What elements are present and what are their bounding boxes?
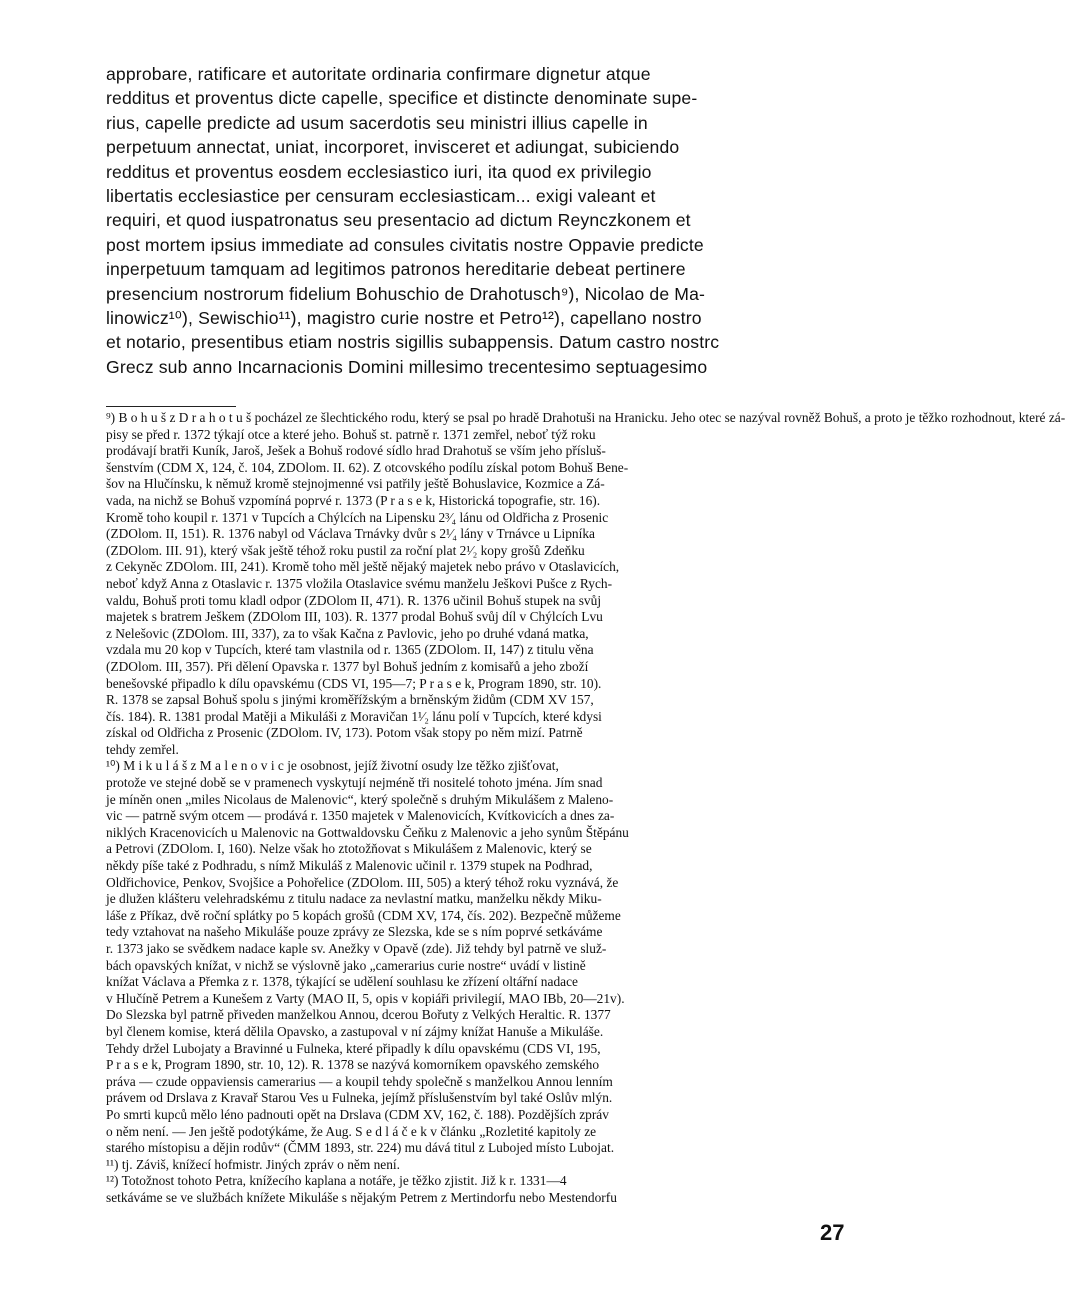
footnote-line: bách opavských knížat, v nichž se výslovně jako „camerarius curie nostre“ uvádí v listině [106, 957, 586, 973]
footnote-line: šov na Hlučínsku, k němuž kromě stejnojmenné vsi patřily ještě Bohuslavice, Kozmice a Zá- [106, 476, 605, 492]
footnote-line: setkáváme se ve službách knížete Mikuláše s nějakým Petrem z Mertindorfu nebo Mestendorfu [106, 1189, 617, 1205]
footnote-line: je dlužen klášteru velehradskému z titulu nadace za nevlastní matku, manželku někdy Miku- [106, 891, 602, 907]
charter-latin-text [106, 62, 854, 379]
footnote-line: a Petrovi (ZDOlom. I, 160). Nelze však ho ztotožňovat s Mikulášem z Malenovic, který se [106, 841, 592, 857]
footnote-line: Do Slezska byl patrně přiveden manželkou Annou, dcerou Bořuty z Velkých Heraltic. R. 1377 [106, 1007, 611, 1023]
text-line: perpetuum annectat, uniat, incorporet, invisceret et adiungat, subiciendo [106, 137, 680, 158]
footnote-line: šenstvím (CDM X, 124, č. 104, ZDOlom. II. 62). Z otcovského podílu získal potom Bohuš Bene- [106, 459, 629, 475]
text-line: et notario, presentibus etiam nostris sigillis subappensis. Datum castro nostrc [106, 332, 720, 353]
footnote-line: (ZDOlom. III. 91), který však ještě téhož roku pustil za roční plat 2¹⁄₂ kopy grošů Zdeňku [106, 542, 585, 558]
footnote-line: starého místopisu a dějin rodův“ (ČMM 1893, str. 224) mu dává titul z Lubojed místo Lubojat. [106, 1140, 615, 1156]
footnote-line: vada, na nichž se Bohuš vzpomíná poprvé r. 1373 (P r a s e k, Historická topografie, str. 16). [106, 492, 601, 508]
footnote-line: tehdy zemřel. [106, 741, 179, 757]
footnote-separator [106, 406, 236, 407]
footnote-line: pisy se před r. 1372 týkají otce a které jeho. Bohuš st. patrně r. 1371 zemřel, neboť týž roku [106, 426, 596, 442]
page-number: 27 [820, 1220, 845, 1245]
footnote-line: tedy vztahovat na našeho Mikuláše pouze zprávy ze Slezska, kde se s ním poprvé setkáváme [106, 924, 603, 940]
footnote-line: Po smrti kupců mělo léno padnouti opět na Drslava (CDM XV, 162, č. 188). Pozdějších zpráv [106, 1106, 609, 1122]
footnote-line: ¹⁰) M i k u l á š z M a l e n o v i c je osobnost, jejíž životní osudy lze těžko zjišťovat, [106, 758, 559, 774]
footnote-line: právem od Drslava z Kravař Starou Ves u Fulneka, jejímž příslušenstvím byl také Oslův mlýn. [106, 1090, 613, 1106]
footnote-line: práva — czude oppaviensis camerarius — a koupil tehdy společně s manželkou Annou lenním [106, 1073, 613, 1089]
footnote-line: knížat Václava a Přemka z r. 1378, týkající se udělení souhlasu ke zřízení oltářní nadace [106, 974, 578, 990]
footnote-line: z Nelešovic (ZDOlom. III, 337), za to však Kačna z Pavlovic, jeho po druhé vdaná matka, [106, 625, 589, 641]
footnote-line: valdu, Bohuš proti tomu kladl odpor (ZDOlom II, 471). R. 1376 učinil Bohuš stupek na svůj [106, 592, 602, 608]
footnote-line: je míněn onen „miles Nicolaus de Malenovic“, který společně s druhým Mikulášem z Maleno- [106, 791, 614, 807]
text-line: redditus et proventus dicte capelle, specifice et distincte denominate supe- [106, 88, 698, 109]
footnote-line: ⁹) B o h u š z D r a h o t u š pocházel ze šlechtického rodu, který se psal po hradě Drahotuši na Hranicku. Jeho otec se nazýval rovněž Bohuš, a proto je těžko rozhodnout, které zá- [106, 410, 1065, 425]
footnote-line: majetek s bratrem Ješkem (ZDOlom III, 103). R. 1377 prodal Bohuš svůj díl v Chýlcích Lvu [106, 609, 603, 625]
footnotes [106, 410, 1065, 1207]
text-line: redditus et proventus eosdem ecclesiastico iuri, ita quod ex privilegio [106, 161, 652, 182]
footnote-line: P r a s e k, Program 1890, str. 10, 12). R. 1378 se nazývá komorníkem opavského zemského [106, 1057, 600, 1073]
footnote-line: benešovské připadlo k dílu opavskému (CDS VI, 195—7; P r a s e k, Program 1890, str. 10). [106, 675, 602, 691]
footnote-line: někdy píše také z Podhradu, s nímž Mikuláš z Malenovic učinil r. 1379 stupek na Podhrad, [106, 858, 593, 874]
footnote-line: neboť když Anna z Otaslavic r. 1375 vložila Otaslavice svému manželu Ješkovi Pušce z Rych- [106, 575, 613, 591]
footnote-line: vic — patrně svým otcem — prodává r. 1350 majetek v Malenovicích, Kvítkovicích a dnes za- [106, 808, 615, 824]
footnote-line: ¹²) Totožnost tohoto Petra, knížecího kaplana a notáře, je těžko zjistit. Již k r. 1331—4 [106, 1173, 567, 1189]
footnote-line: (ZDOlom. II, 151). R. 1376 nabyl od Václava Trnávky dvůr s 2¹⁄₄ lány v Trnávce u Lipníka [106, 526, 595, 542]
footnote-line: o něm není. — Jen ještě podotýkáme, že Aug. S e d l á č e k v článku „Rozletité kapitoly ze [106, 1123, 597, 1139]
footnote-line: Kromě toho koupil r. 1371 v Tupcích a Chýlcích na Lipensku 2³⁄₄ lánu od Oldřicha z Prosenic [106, 509, 609, 525]
footnote-line: prodávají bratři Kuník, Jaroš, Ješek a Bohuš rodové sídlo hrad Drahotuš se vším jeho přísluš- [106, 443, 606, 459]
text-line: linowicz¹⁰), Sewischio¹¹), magistro curie nostre et Petro¹²), capellano nostro [106, 308, 702, 329]
footnote-line: z Cekyněc ZDOlom. III, 241). Kromě toho měl ještě nějaký majetek nebo právo v Otaslavicích, [106, 559, 620, 575]
text-line: Grecz sub anno Incarnacionis Domini millesimo trecentesimo septuagesimo [106, 356, 708, 377]
footnote-line: čís. 184). R. 1381 prodal Matěji a Mikuláši z Moravičan 1¹⁄₂ lánu polí v Tupcích, které kdysi [106, 708, 602, 724]
footnote-line: láše z Příkaz, dvě roční splátky po 5 kopách grošů (CDM XV, 174, čís. 202). Bezpečně můžeme [106, 907, 621, 923]
footnote-line: v Hlučíně Petrem a Kunešem z Varty (MAO II, 5, opis v kopiáři privilegií, MAO IBb, 20—21v). [106, 990, 625, 1006]
footnote-line: r. 1373 jako se svědkem nadace kaple sv. Anežky v Opavě (zde). Již tehdy byl patrně ve služ- [106, 941, 607, 956]
text-line: approbare, ratificare et autoritate ordinaria confirmare dignetur atque [106, 64, 651, 84]
footnote-line: vzdala mu 20 kop v Tupcích, které tam vlastnila od r. 1365 (ZDOlom. II, 147) z titulu věna [106, 642, 594, 658]
text-line: requiri, et quod iuspatronatus seu presentacio ad dictum Reynczkonem et [106, 210, 691, 231]
footnote-line: ¹¹) tj. Záviš, knížecí hofmistr. Jiných zpráv o něm není. [106, 1156, 400, 1172]
footnote-line: Oldřichovice, Penkov, Svojšice a Pohořelice (ZDOlom. III, 505) a který téhož roku vyznává, že [106, 874, 619, 890]
text-line: post mortem ipsius immediate ad consules civitatis nostre Oppavie predicte [106, 234, 704, 255]
footnote-line: protože ve stejné době se v pramenech vyskytují nejméně tři nositelé tohoto jména. Jím snad [106, 775, 603, 791]
text-line: libertatis ecclesiastice per censuram ecclesiasticam... exigi valeant et [106, 186, 656, 207]
text-line: inperpetuum tamquam ad legitimos patronos hereditarie debeat pertinere [106, 259, 686, 280]
footnote-line: byl členem komise, která dělila Opavsko, a zastupoval v ní zájmy knížat Hanuše a Mikuláše. [106, 1023, 604, 1039]
text-line: presencium nostrorum fidelium Bohuschio de Drahotusch⁹), Nicolao de Ma- [106, 283, 706, 304]
footnote-line: získal od Oldřicha z Prosenic (ZDOlom. IV, 173). Potom však stopy po něm mizí. Patrně [106, 725, 583, 741]
footnote-line: niklých Kracenovicích u Malenovic na Gottwaldovsku Čeňku z Malenovic a jeho synům Štěpánu [106, 824, 629, 840]
footnote-line: (ZDOlom. III, 357). Při dělení Opavska r. 1377 byl Bohuš jedním z komisařů a jeho zboží [106, 658, 589, 674]
footnote-line: Tehdy držel Lubojaty a Bravinné u Fulneka, které připadly k dílu opavskému (CDS VI, 195, [106, 1040, 601, 1056]
footnote-line: R. 1378 se zapsal Bohuš spolu s jinými kroměřížským a brněnským židům (CDM XV 157, [106, 692, 594, 708]
text-line: rius, capelle predicte ad usum sacerdotis seu ministri illius capelle in [106, 112, 648, 133]
